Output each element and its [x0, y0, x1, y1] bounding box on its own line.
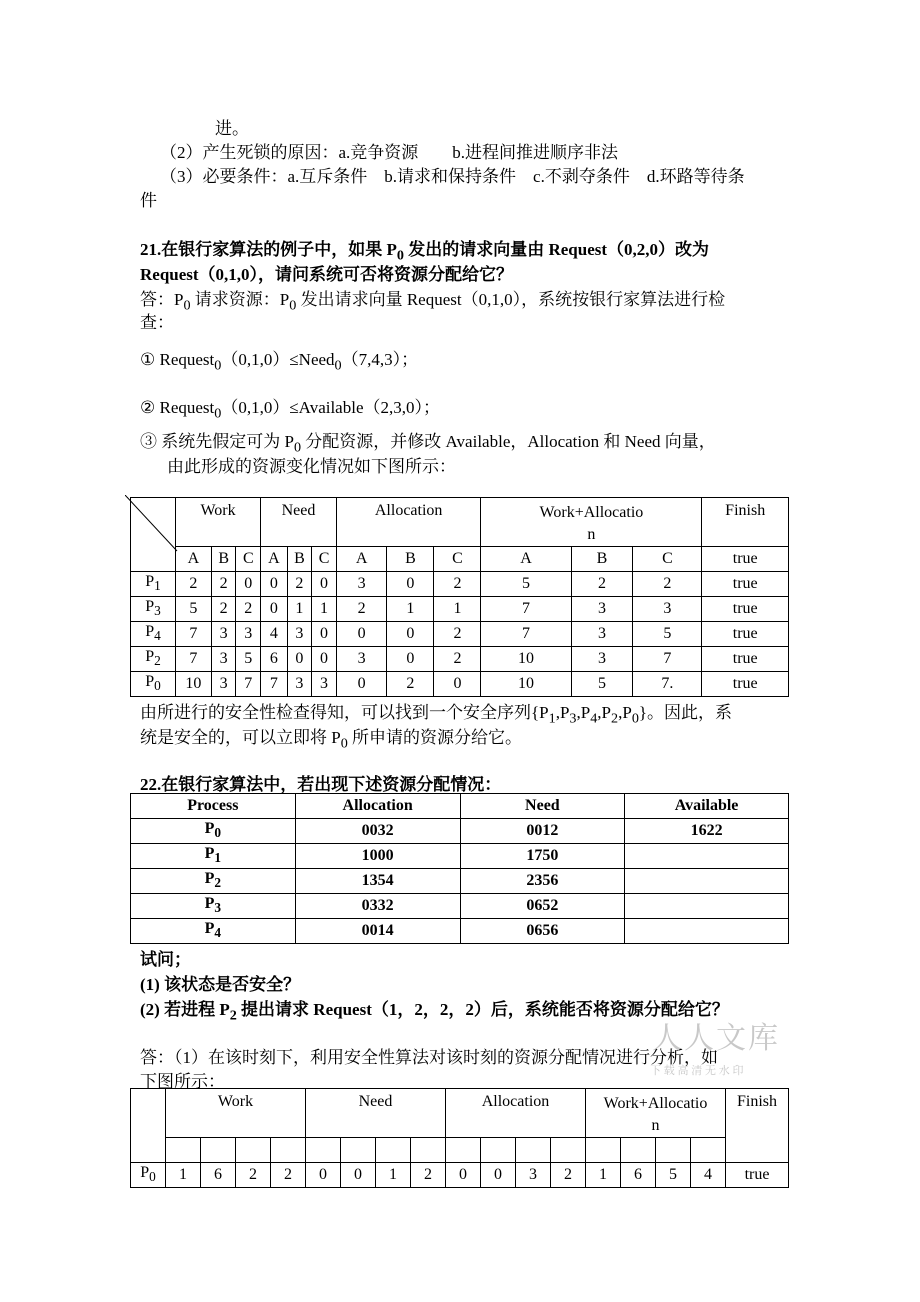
q22-ask2: (2) 若进程 $P_2$ 提出请求 Request（1，2，2，2）后，系统能否将资源分配给它？: [140, 1000, 729, 1024]
value-cell: 1: [586, 1163, 621, 1188]
value-cell: 1: [312, 597, 337, 622]
value-cell: 0: [434, 672, 481, 697]
sub-header: C: [633, 547, 702, 572]
value-cell: 0: [287, 647, 312, 672]
value-cell: 7: [176, 622, 212, 647]
q22-answer: 答：（1）在该时刻下，利用安全性算法对该时刻的资源分配情况进行分析，如: [140, 1048, 718, 1067]
q21-title-line2: Request（0,1,0），请问系统可否将资源分配给它？: [140, 265, 514, 284]
allocation-cell: 0032: [295, 819, 460, 844]
sub-header-blank: [586, 1138, 621, 1163]
value-cell: 0: [446, 1163, 481, 1188]
allocation-cell: 0332: [295, 894, 460, 919]
value-cell: 2: [387, 672, 434, 697]
q21-step1: ① Request$_0$（0,1,0）≤Need$_0$（7,4,3）；: [140, 350, 419, 374]
value-cell: 0: [236, 572, 261, 597]
value-cell: 2: [336, 597, 387, 622]
available-cell: [625, 919, 789, 944]
value-cell: 2: [236, 1163, 271, 1188]
watermark-subtitle: 下 载 高 清 无 水 印: [650, 1065, 744, 1077]
table-row: [131, 672, 789, 697]
value-cell: 2: [551, 1163, 586, 1188]
sub-header-blank: [551, 1138, 586, 1163]
value-cell: 3: [211, 672, 236, 697]
sub-header-blank: [691, 1138, 726, 1163]
value-cell: 7: [481, 622, 571, 647]
need-cell: 1750: [460, 844, 625, 869]
table-row: [131, 597, 789, 622]
value-cell: 3: [571, 647, 633, 672]
table-row: [131, 819, 789, 844]
q21-title: 21.在银行家算法的例子中，如果 $P_0$ 发出的请求向量由 Request（0,2,0）改为: [140, 240, 710, 264]
process-name: P: [204, 920, 215, 938]
value-cell: 3: [571, 622, 633, 647]
table-row: [131, 844, 789, 869]
allocation-table-q22: [130, 793, 789, 944]
value-cell: 2: [287, 572, 312, 597]
table-row: [131, 894, 789, 919]
value-cell: 1: [287, 597, 312, 622]
value-cell: 0: [261, 597, 288, 622]
group-work: Work: [176, 498, 261, 547]
value-cell: 2: [411, 1163, 446, 1188]
process-cell: [131, 622, 176, 647]
value-cell: 7.: [633, 672, 702, 697]
value-cell: 3: [336, 647, 387, 672]
process-cell: [131, 919, 296, 944]
group-allocation: Allocation: [446, 1089, 586, 1138]
sub-header: true: [702, 547, 789, 572]
value-cell: 5: [571, 672, 633, 697]
value-cell: 10: [481, 647, 571, 672]
process-index: 0: [154, 678, 161, 694]
column-header: Allocation: [295, 794, 460, 819]
value-cell: true: [726, 1163, 789, 1188]
value-cell: 1: [387, 597, 434, 622]
sub-header-blank: [306, 1138, 341, 1163]
value-cell: 4: [261, 622, 288, 647]
value-cell: 0: [341, 1163, 376, 1188]
value-cell: 3: [336, 572, 387, 597]
text-line-1: 进。: [215, 119, 249, 138]
value-cell: 0: [312, 647, 337, 672]
process-name: P: [145, 673, 155, 691]
sub-header-blank: [341, 1138, 376, 1163]
sub-header: B: [211, 547, 236, 572]
sub-header: B: [287, 547, 312, 572]
available-cell: [625, 894, 789, 919]
corner-cell: [131, 1089, 166, 1163]
text-line-3: （3）必要条件：a.互斥条件 b.请求和保持条件 c.不剥夺条件 d.环路等待条: [160, 167, 745, 186]
value-cell: true: [702, 647, 789, 672]
sub-header-blank: [446, 1138, 481, 1163]
q22-answer-line2: 下图所示：: [140, 1072, 225, 1091]
process-cell: [131, 869, 296, 894]
sub-header: C: [434, 547, 481, 572]
q21-step3-line2: 由此形成的资源变化情况如下图所示：: [167, 457, 456, 476]
value-cell: 2: [633, 572, 702, 597]
sub-header-blank: [166, 1138, 201, 1163]
sub-header: B: [571, 547, 633, 572]
value-cell: 2: [211, 572, 236, 597]
allocation-cell: 1000: [295, 844, 460, 869]
group-need: Need: [261, 498, 337, 547]
value-cell: 5: [633, 622, 702, 647]
process-name: P: [145, 598, 155, 616]
need-cell: 2356: [460, 869, 625, 894]
q21-answer: 答：$P_0$ 请求资源：$P_0$ 发出请求向量 Request（0,1,0），系统按银行家算法进行检: [140, 290, 726, 314]
value-cell: 3: [236, 622, 261, 647]
table-row: [131, 869, 789, 894]
allocation-cell: 1354: [295, 869, 460, 894]
process-cell: [131, 672, 176, 697]
group-allocation: Allocation: [336, 498, 481, 547]
value-cell: 3: [516, 1163, 551, 1188]
value-cell: 2: [236, 597, 261, 622]
value-cell: 2: [271, 1163, 306, 1188]
sub-header-blank: [376, 1138, 411, 1163]
value-cell: true: [702, 572, 789, 597]
sub-header-blank: [621, 1138, 656, 1163]
value-cell: 6: [201, 1163, 236, 1188]
process-name: P: [145, 648, 155, 666]
q22-ask: 试问；: [140, 950, 191, 969]
value-cell: 5: [236, 647, 261, 672]
process-index: 2: [154, 653, 161, 669]
sub-header-blank: [201, 1138, 236, 1163]
q21-conclusion-line2: 统是安全的，可以立即将 $P_0$ 所申请的资源分给它。: [140, 728, 523, 752]
group-need: Need: [306, 1089, 446, 1138]
process-cell: [131, 572, 176, 597]
value-cell: 3: [211, 647, 236, 672]
process-name: P: [204, 820, 215, 838]
value-cell: true: [702, 622, 789, 647]
process-index: 4: [154, 628, 161, 644]
q21-step2: ② Request$_0$（0,1,0）≤Available（2,3,0）；: [140, 398, 440, 422]
value-cell: 0: [336, 622, 387, 647]
value-cell: 2: [434, 572, 481, 597]
process-cell: [131, 894, 296, 919]
value-cell: 0: [261, 572, 288, 597]
group-work: Work: [166, 1089, 306, 1138]
process-index: 0: [214, 825, 222, 841]
value-cell: 1: [166, 1163, 201, 1188]
sub-header-blank: [516, 1138, 551, 1163]
value-cell: 7: [236, 672, 261, 697]
sub-header: A: [336, 547, 387, 572]
column-header: Need: [460, 794, 625, 819]
need-cell: 0652: [460, 894, 625, 919]
process-index: 2: [214, 875, 222, 891]
q21-conclusion: 由所进行的安全性检查得知，可以找到一个安全序列$\{P_1,P_3,P_4,P_2,P_0\}$。因此，系: [140, 703, 733, 727]
sub-header-blank: [656, 1138, 691, 1163]
available-cell: 1622: [625, 819, 789, 844]
value-cell: 6: [261, 647, 288, 672]
available-cell: [625, 869, 789, 894]
table-row: [131, 572, 789, 597]
value-cell: 3: [312, 672, 337, 697]
process-index: 3: [154, 603, 161, 619]
process-name: P: [145, 573, 155, 591]
value-cell: 3: [633, 597, 702, 622]
value-cell: 5: [176, 597, 212, 622]
value-cell: 0: [387, 622, 434, 647]
value-cell: true: [702, 597, 789, 622]
value-cell: 7: [176, 647, 212, 672]
value-cell: 0: [312, 572, 337, 597]
watermark-logo: 人人文库: [652, 1022, 780, 1055]
group-finish: Finish: [702, 498, 789, 547]
value-cell: 3: [211, 622, 236, 647]
group-work-allocation: Work+Allocatio n: [586, 1089, 726, 1138]
table-row: [131, 647, 789, 672]
sub-header: A: [261, 547, 288, 572]
value-cell: 2: [434, 622, 481, 647]
corner-cell: [131, 498, 176, 572]
process-cell: [131, 597, 176, 622]
process-name: P: [145, 623, 155, 641]
sub-header-blank: [481, 1138, 516, 1163]
column-header: Available: [625, 794, 789, 819]
value-cell: 2: [211, 597, 236, 622]
value-cell: 0: [306, 1163, 341, 1188]
sub-header-blank: [271, 1138, 306, 1163]
q21-step3: ③ 系统先假定可为 $P_0$ 分配资源，并修改 Available，Allocation 和 Need 向量，: [140, 432, 716, 456]
value-cell: 3: [571, 597, 633, 622]
available-cell: [625, 844, 789, 869]
process-index: 1: [154, 578, 161, 594]
value-cell: 0: [481, 1163, 516, 1188]
safety-table-q22: [130, 1088, 789, 1188]
value-cell: 7: [481, 597, 571, 622]
value-cell: 0: [312, 622, 337, 647]
process-cell: [131, 647, 176, 672]
table-row: [131, 622, 789, 647]
process-cell: [131, 819, 296, 844]
value-cell: 0: [336, 672, 387, 697]
need-cell: 0656: [460, 919, 625, 944]
sub-header-blank: [236, 1138, 271, 1163]
q21-answer-line2: 查：: [140, 313, 174, 332]
value-cell: 2: [176, 572, 212, 597]
value-cell: 1: [376, 1163, 411, 1188]
value-cell: 4: [691, 1163, 726, 1188]
process-index: 0: [149, 1169, 156, 1185]
sub-header: A: [481, 547, 571, 572]
process-index: 1: [214, 850, 222, 866]
text-line-4: 件: [140, 191, 157, 210]
process-name: P: [204, 845, 215, 863]
process-index: 4: [214, 925, 222, 941]
process-cell: [131, 844, 296, 869]
value-cell: 10: [481, 672, 571, 697]
text-line-2: （2）产生死锁的原因：a.竞争资源 b.进程间推进顺序非法: [160, 143, 619, 162]
value-cell: 2: [571, 572, 633, 597]
column-header: Process: [131, 794, 296, 819]
process-name: P: [140, 1164, 150, 1182]
table-row: [131, 1163, 789, 1188]
sub-header: B: [387, 547, 434, 572]
value-cell: 3: [287, 672, 312, 697]
sub-header: A: [176, 547, 212, 572]
sub-header: C: [236, 547, 261, 572]
value-cell: 10: [176, 672, 212, 697]
value-cell: 5: [656, 1163, 691, 1188]
value-cell: 5: [481, 572, 571, 597]
value-cell: 7: [261, 672, 288, 697]
value-cell: 0: [387, 572, 434, 597]
group-finish: Finish: [726, 1089, 789, 1163]
table-row: [131, 919, 789, 944]
value-cell: 1: [434, 597, 481, 622]
value-cell: 7: [633, 647, 702, 672]
sub-header-blank: [411, 1138, 446, 1163]
value-cell: 2: [434, 647, 481, 672]
process-name: P: [204, 870, 215, 888]
q22-ask1: (1) 该状态是否安全？: [140, 975, 301, 994]
value-cell: 3: [287, 622, 312, 647]
process-index: 3: [214, 900, 222, 916]
process-name: P: [204, 895, 215, 913]
resource-table-q21: [130, 497, 789, 697]
sub-header: C: [312, 547, 337, 572]
q22-title: 22.在银行家算法中，若出现下述资源分配情况：: [140, 775, 502, 794]
value-cell: true: [702, 672, 789, 697]
diagonal-line: [125, 495, 185, 557]
allocation-cell: 0014: [295, 919, 460, 944]
process-cell: [131, 1163, 166, 1188]
need-cell: 0012: [460, 819, 625, 844]
group-work-allocation: Work+Allocatio n: [481, 498, 702, 547]
value-cell: 0: [387, 647, 434, 672]
value-cell: 6: [621, 1163, 656, 1188]
